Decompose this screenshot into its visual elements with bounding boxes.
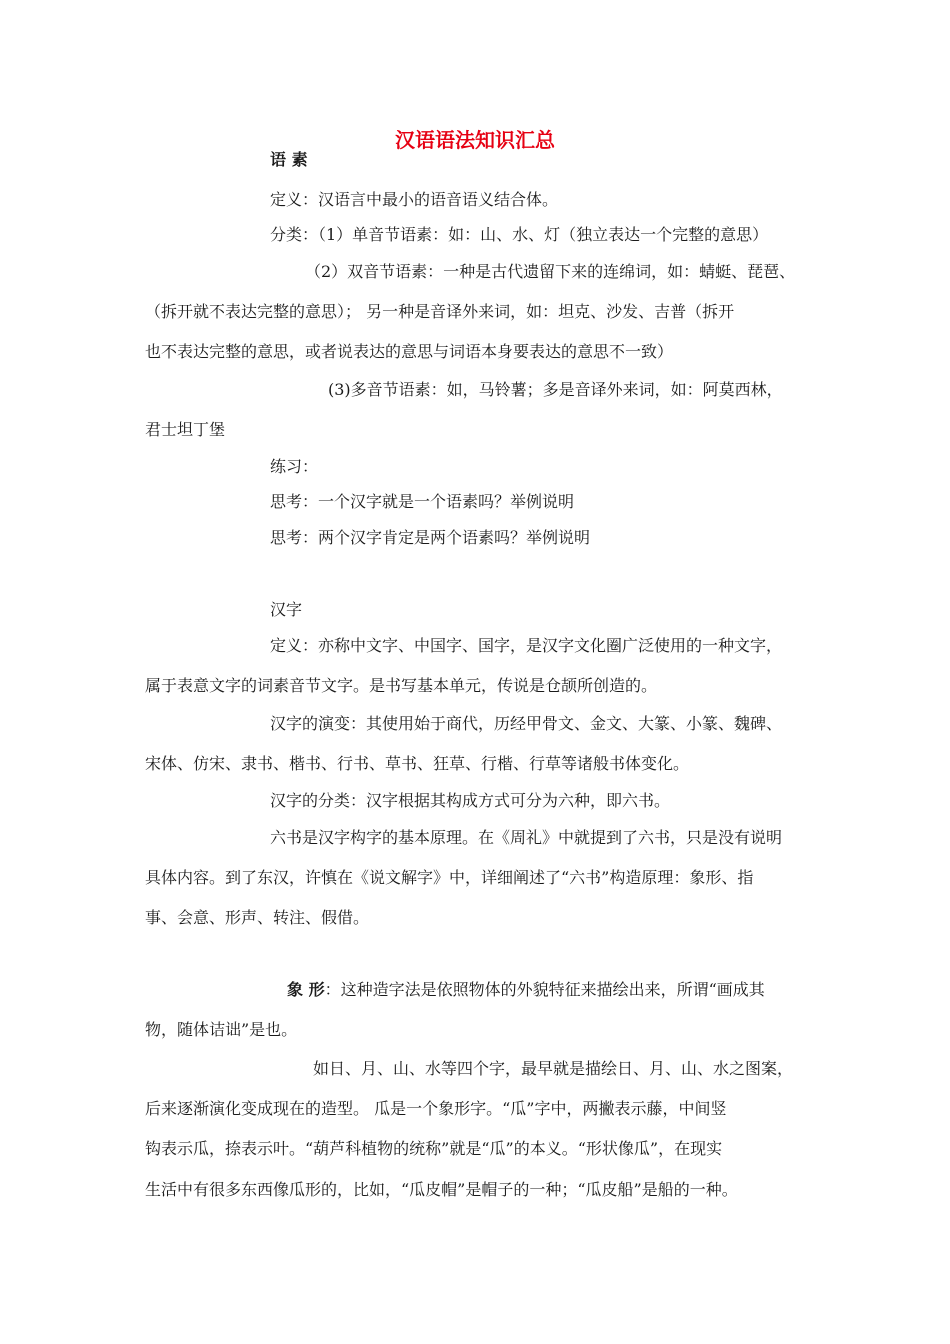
xiangxing-example-b: 后来逐渐演化变成现在的造型。 瓜是一个象形字。“瓜”字中，两撇表示藤，中间竖 [145, 1099, 727, 1118]
morpheme-classification-1: 分类：（1）单音节语素：如：山、水、灯（独立表达一个完整的意思） [270, 225, 769, 244]
xiangxing-paragraph [287, 980, 765, 1000]
morpheme-definition: 定义：汉语言中最小的语音语义结合体。 [270, 190, 559, 209]
xiangxing-example-d: 生活中有很多东西像瓜形的，比如，“瓜皮帽”是帽子的一种；“瓜皮船”是船的一种。 [145, 1180, 738, 1199]
xiangxing-label: 象 形 [287, 980, 325, 999]
xiangxing-example-c: 钩表示瓜，捺表示叶。“葫芦科植物的统称”就是“瓜”的本义。“形状像瓜”，在现实 [145, 1139, 723, 1158]
morpheme-classification-3a: (3)多音节语素：如，马铃薯；多是音译外来词，如：阿莫西林， [328, 380, 783, 399]
morpheme-classification-2b: （拆开就不表达完整的意思）； 另一种是音译外来词，如：坦克、沙发、吉普（拆开 [145, 302, 735, 321]
morpheme-classification-2c: 也不表达完整的意思，或者说表达的意思与词语本身要表达的意思不一致） [145, 342, 674, 361]
xiangxing-text-a: ：这种造字法是依照物体的外貌特征来描绘出来，所谓“画成其 [324, 980, 765, 999]
question-1: 思考：一个汉字就是一个语素吗？举例说明 [270, 492, 575, 511]
liushu-b: 具体内容。到了东汉，许慎在《说文解字》中，详细阐述了“六书”构造原理：象形、指 [145, 868, 754, 887]
question-2: 思考：两个汉字肯定是两个语素吗？举例说明 [270, 528, 591, 547]
hanzi-definition-a: 定义：亦称中文字、中国字、国字，是汉字文化圈广泛使用的一种文字， [270, 636, 783, 655]
page-title: 汉语语法知识汇总 [395, 128, 555, 152]
xiangxing-example-a: 如日、月、山、水等四个字，最早就是描绘日、月、山、水之图案， [313, 1059, 794, 1078]
hanzi-classification: 汉字的分类：汉字根据其构成方式可分为六种，即六书。 [270, 791, 671, 810]
morpheme-classification-2a: （2）双音节语素：一种是古代遗留下来的连绵词，如：蜻蜓、琵琶、 [305, 262, 796, 281]
hanzi-heading: 汉字 [270, 600, 303, 619]
xiangxing-text-b: 物，随体诘诎”是也。 [145, 1020, 298, 1039]
hanzi-evolution-a: 汉字的演变：其使用始于商代，历经甲骨文、金文、大篆、小篆、魏碑、 [270, 714, 783, 733]
morpheme-heading: 语 素 [270, 150, 308, 169]
liushu-c: 事、会意、形声、转注、假借。 [145, 908, 370, 927]
morpheme-classification-3b: 君士坦丁堡 [145, 420, 226, 439]
hanzi-definition-b: 属于表意文字的词素音节文字。是书写基本单元，传说是仓颉所创造的。 [145, 676, 658, 695]
liushu-a: 六书是汉字构字的基本原理。在《周礼》中就提到了六书，只是没有说明 [270, 828, 783, 847]
exercise-label: 练习： [270, 457, 319, 476]
hanzi-evolution-b: 宋体、仿宋、隶书、楷书、行书、草书、狂草、行楷、行草等诸般书体变化。 [145, 754, 690, 773]
